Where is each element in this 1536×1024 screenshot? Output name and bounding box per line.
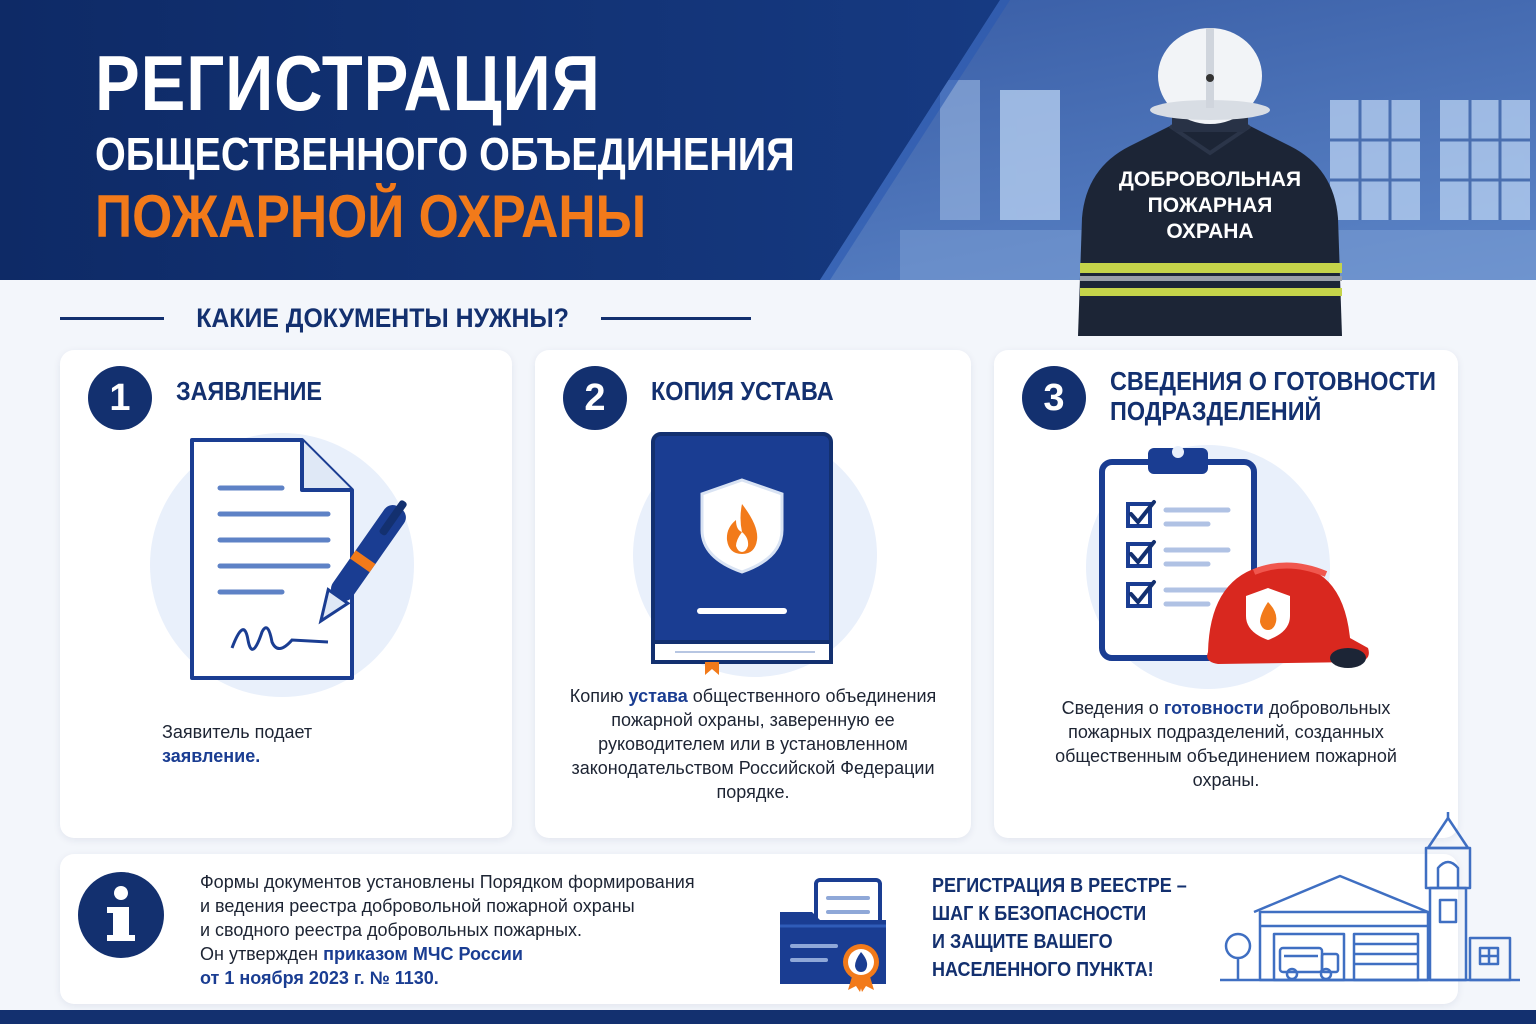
jacket-line-1: ДОБРОВОЛЬНАЯ (1118, 168, 1302, 191)
title-line-3: ПОЖАРНОЙ ОХРАНЫ (95, 183, 647, 250)
cta-line: РЕГИСТРАЦИЯ В РЕЕСТРЕ – (932, 875, 1187, 897)
step-number-3: 3 (1022, 366, 1086, 430)
card-desc-charter (569, 684, 937, 804)
step-number-2: 2 (563, 366, 627, 430)
heading-rule-left (60, 317, 164, 320)
desc-highlight: устава (628, 686, 688, 706)
card-readiness-info (994, 350, 1458, 838)
title-line-2: ОБЩЕСТВЕННОГО ОБЪЕДИНЕНИЯ (95, 128, 795, 180)
jacket-line-3: ОХРАНА (1166, 220, 1254, 243)
desc-highlight: заявление. (162, 746, 261, 766)
cta-line: НАСЕЛЕННОГО ПУНКТА! (932, 959, 1154, 981)
info-line: и ведения реестра добровольной пожарной охраны (200, 896, 635, 916)
card-title-application: ЗАЯВЛЕНИЕ (176, 376, 323, 406)
checklist-helmet-icon (1058, 442, 1394, 692)
cta-line: ШАГ К БЕЗОПАСНОСТИ (932, 903, 1147, 925)
desc-text: Заявитель подает (162, 722, 313, 742)
info-text (200, 870, 780, 990)
call-to-action (932, 872, 1187, 984)
card-title-charter: КОПИЯ УСТАВА (651, 376, 834, 406)
card-charter-copy (535, 350, 971, 838)
info-text-plain: Он утвержден (200, 944, 324, 964)
desc-text: Копию (569, 686, 629, 706)
docs-section-heading (60, 296, 760, 340)
desc-rest: добровольных пожарных подразделений, созданных общественным объединением пожарной охраны. (1055, 698, 1397, 790)
folder-certificate-icon (776, 866, 896, 992)
bottom-strip (0, 1010, 1536, 1024)
info-line (200, 942, 780, 966)
card-desc-application (162, 720, 312, 768)
docs-heading-text: КАКИЕ ДОКУМЕНТЫ НУЖНЫ? (196, 302, 569, 333)
info-icon (78, 872, 164, 958)
step-number-1: 1 (88, 366, 152, 430)
heading-rule-right (601, 317, 751, 320)
desc-text: общественного (687, 686, 821, 706)
fire-station-icon (1220, 808, 1520, 988)
title-line: СВЕДЕНИЯ О ГОТОВНОСТИ (1110, 366, 1436, 396)
order-date: от 1 ноября 2023 г. № 1130. (200, 968, 439, 988)
cta-line: И ЗАЩИТЕ ВАШЕГО (932, 931, 1113, 953)
title-line-1: РЕГИСТРАЦИЯ (95, 39, 601, 127)
title-line: ПОДРАЗДЕЛЕНИЙ (1110, 396, 1322, 426)
card-application (60, 350, 512, 838)
info-line: Формы документов установлены Порядком формирования (200, 872, 695, 892)
card-title-readiness (1110, 366, 1436, 426)
hero-title (95, 40, 909, 250)
order-reference: приказом МЧС России (323, 944, 523, 964)
firefighter-figure (1060, 18, 1360, 336)
desc-text: Сведения о (1061, 698, 1164, 718)
charter-book-icon (605, 430, 905, 680)
document-pen-icon (132, 430, 432, 700)
desc-highlight: готовности (1163, 698, 1264, 718)
jacket-line-2: ПОЖАРНАЯ (1147, 194, 1273, 217)
desc-rest: объединения пожарной охраны, заверенную ее руководителем или в установленном законодательством Российской Федерации порядке. (571, 686, 937, 802)
info-line: и сводного реестра добровольных пожарных. (200, 920, 583, 940)
card-desc-readiness (1044, 696, 1408, 792)
